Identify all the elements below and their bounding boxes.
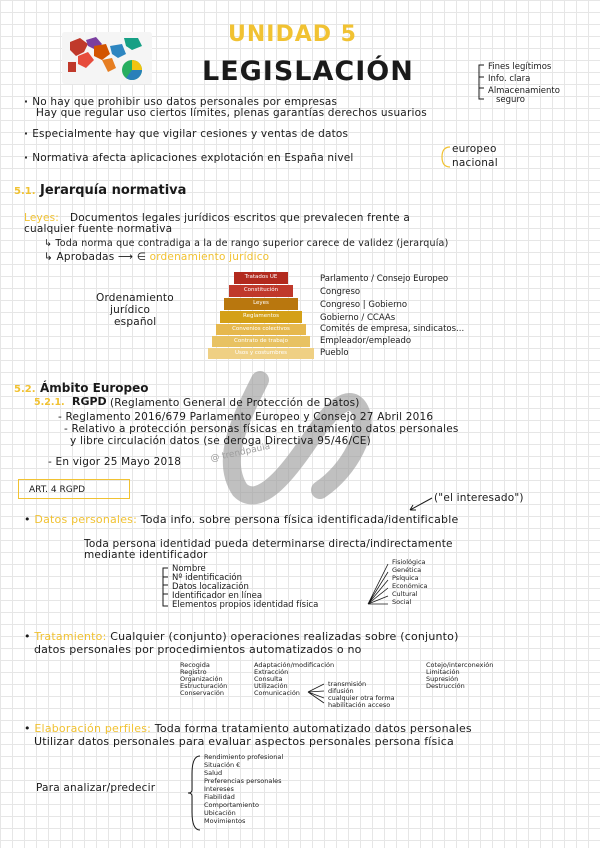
level-option-nacional: nacional — [452, 157, 498, 169]
pyramid-level-6: Contrato de trabajo — [212, 336, 310, 347]
leyes-arrow-2-text: ↳ Aprobadas ⟶ ∈ — [44, 251, 147, 263]
element-1: Fisiológica — [392, 558, 426, 566]
aspect-1: Rendimiento profesional — [204, 753, 284, 761]
section-5-2-title: Ámbito Europeo — [40, 381, 149, 395]
pyramid-caption-1: Ordenamiento — [96, 292, 174, 304]
pyramid-right-2: Congreso — [320, 287, 361, 297]
section-5-1-number: 5.1. — [14, 186, 36, 197]
unit-heading: UNIDAD 5 — [228, 22, 357, 47]
aspect-5: Intereses — [204, 785, 234, 793]
pyramid-right-1: Parlamento / Consejo Europeo — [320, 274, 449, 284]
aspect-7: Comportamiento — [204, 801, 259, 809]
pyramid-level-2: Constitución — [229, 285, 293, 297]
side-list-item-2: Info. clara — [488, 74, 531, 84]
section-5-2-number: 5.2. — [14, 384, 36, 395]
tratamiento-term: Tratamiento: — [34, 630, 107, 643]
aspect-2: Situación € — [204, 761, 241, 769]
perfiles-term: Elaboración perfiles: — [34, 722, 152, 735]
op-7: Extracción — [254, 668, 289, 676]
element-2: Genética — [392, 566, 422, 574]
page-title: LEGISLACIÓN — [202, 56, 414, 87]
perfiles-definition-line-1: Toda forma tratamiento automatizado datos personales — [154, 722, 472, 735]
op-17: Supresión — [426, 675, 459, 683]
tratamiento-definition-line-1: Cualquier (conjunto) operaciones realizadas sobre (conjunto) — [110, 630, 459, 643]
perfiles-row — [24, 722, 472, 735]
pyramid-level-1: Tratados UE — [234, 272, 288, 284]
datos-personales-row — [24, 513, 458, 526]
leyes-definition-line-1: Documentos legales jurídicos escritos que prevalecen frente a — [70, 212, 410, 224]
watermark-text: @ trendpauia — [209, 441, 272, 465]
op-6: Adaptación/modificación — [254, 661, 335, 669]
pyramid-right-3: Congreso | Gobierno — [320, 300, 408, 310]
op-5: Conservación — [180, 689, 224, 697]
leyes-arrow-1: ↳ Toda norma que contradiga a la de rango superior carece de validez (jerarquía) — [44, 238, 449, 249]
side-list-brace — [476, 63, 486, 101]
pyramid-right-5: Comités de empresa, sindicatos... — [320, 324, 465, 334]
element-4: Económica — [392, 582, 428, 590]
level-brace — [438, 145, 452, 169]
identifier-5: Elementos propios identidad física — [172, 600, 319, 610]
identificable-line-1: Toda persona identidad pueda determinarse directa/indirectamente — [84, 538, 453, 550]
identifier-2: Nº identificación — [172, 573, 242, 583]
subsection-5-2-1-title: RGPD — [72, 395, 107, 408]
rgpd-line-3: y libre circulación datos (se deroga Directiva 95/46/CE) — [70, 435, 371, 447]
identifier-1: Nombre — [172, 564, 206, 574]
identifiers-brace — [160, 566, 170, 608]
europe-map-image — [62, 32, 152, 84]
leyes-arrow-2 — [44, 251, 269, 263]
tratamiento-definition-line-2: datos personales por procedimientos automatizados o no — [34, 643, 362, 656]
identifier-3: Datos localización — [172, 582, 249, 592]
pyramid-level-7: Usos y costumbres — [208, 348, 314, 359]
op-13: cualquier otra forma — [328, 694, 395, 702]
interesado-arrow — [406, 494, 434, 514]
pyramid-right-4: Gobierno / CCAAs — [320, 313, 396, 323]
side-list-item-3: Almacenamiento — [488, 86, 560, 96]
tratamiento-bullet: • — [24, 630, 31, 643]
intro-bullet-2: · Especialmente hay que vigilar cesiones y ventas de datos — [24, 128, 348, 140]
subsection-5-2-1-number: 5.2.1. — [34, 397, 65, 408]
perfiles-definition-line-2: Utilizar datos personales para evaluar aspectos personales persona física — [34, 735, 454, 748]
aspect-9: Movimientos — [204, 817, 246, 825]
datos-bullet: • — [24, 513, 31, 526]
op-11: transmisión — [328, 680, 367, 688]
art4-box: ART. 4 RGPD — [18, 479, 130, 499]
pyramid-level-5: Convenios colectivos — [216, 324, 306, 335]
element-6: Social — [392, 598, 412, 606]
pyramid-caption-3: español — [114, 316, 157, 328]
aspect-6: Fiabilidad — [204, 793, 235, 801]
leyes-definition-line-2: cualquier fuente normativa — [24, 223, 173, 235]
identifier-4: Identificador en línea — [172, 591, 263, 601]
analizar-label: Para analizar/predecir — [36, 782, 156, 794]
element-5: Cultural — [392, 590, 418, 598]
aspect-3: Salud — [204, 769, 223, 777]
datos-personales-definition: Toda info. sobre persona física identificada/identificable — [140, 513, 459, 526]
intro-bullet-3: · Normativa afecta aplicaciones explotación en España nivel — [24, 152, 354, 164]
intro-bullet-1-line-2: Hay que regular uso ciertos límites, plenas garantías derechos usuarios — [36, 107, 427, 119]
op-4: Estructuración — [180, 682, 228, 690]
aspect-4: Preferencias personales — [204, 777, 282, 785]
op-18: Destrucción — [426, 682, 465, 690]
datos-personales-term: Datos personales: — [34, 513, 137, 526]
op-1: Recogida — [180, 661, 210, 669]
op-12: difusión — [328, 687, 354, 695]
leyes-term: Leyes: — [24, 212, 60, 224]
pyramid-caption-2: jurídico — [110, 304, 151, 316]
aspect-8: Ubicación — [204, 809, 236, 817]
side-list-item-4: seguro — [496, 95, 525, 105]
intro-bullet-1-line-1: · No hay que prohibir uso datos personales por empresas — [24, 96, 337, 108]
pyramid-level-4: Reglamentos — [220, 311, 302, 323]
pyramid-right-6: Empleador/empleado — [320, 336, 412, 346]
comunicacion-branches — [306, 682, 326, 704]
rgpd-line-4: - En vigor 25 Mayo 2018 — [48, 456, 182, 468]
op-9: Utilización — [254, 682, 288, 690]
op-10: Comunicación — [254, 689, 300, 697]
pyramid-diagram — [208, 272, 314, 360]
op-14: habilitación acceso — [328, 701, 391, 709]
aspects-brace — [188, 754, 202, 832]
op-3: Organización — [180, 675, 223, 683]
op-16: Limitación — [426, 668, 460, 676]
tratamiento-row — [24, 630, 459, 643]
section-5-1-title: Jerarquía normativa — [40, 183, 187, 198]
pyramid-right-7: Pueblo — [320, 348, 349, 358]
op-15: Cotejo/interconexión — [426, 661, 494, 669]
identificable-line-2: mediante identificador — [84, 549, 208, 561]
op-8: Consulta — [254, 675, 283, 683]
interesado-note: ("el interesado") — [434, 492, 524, 504]
elements-brace — [366, 560, 390, 608]
pyramid-level-3: Leyes — [224, 298, 298, 310]
side-list-item-1: Fines legítimos — [488, 62, 552, 72]
perfiles-bullet: • — [24, 722, 31, 735]
element-3: Psíquica — [392, 574, 419, 582]
level-option-europeo: europeo — [452, 143, 497, 155]
subsection-5-2-1-paren: (Reglamento General de Protección de Datos) — [110, 397, 360, 409]
ordenamiento-term: ordenamiento jurídico — [149, 251, 270, 263]
op-2: Registro — [180, 668, 207, 676]
rgpd-line-2: - Relativo a protección personas físicas en tratamiento datos personales — [64, 423, 459, 435]
rgpd-line-1: - Reglamento 2016/679 Parlamento Europeo y Consejo 27 Abril 2016 — [58, 411, 434, 423]
